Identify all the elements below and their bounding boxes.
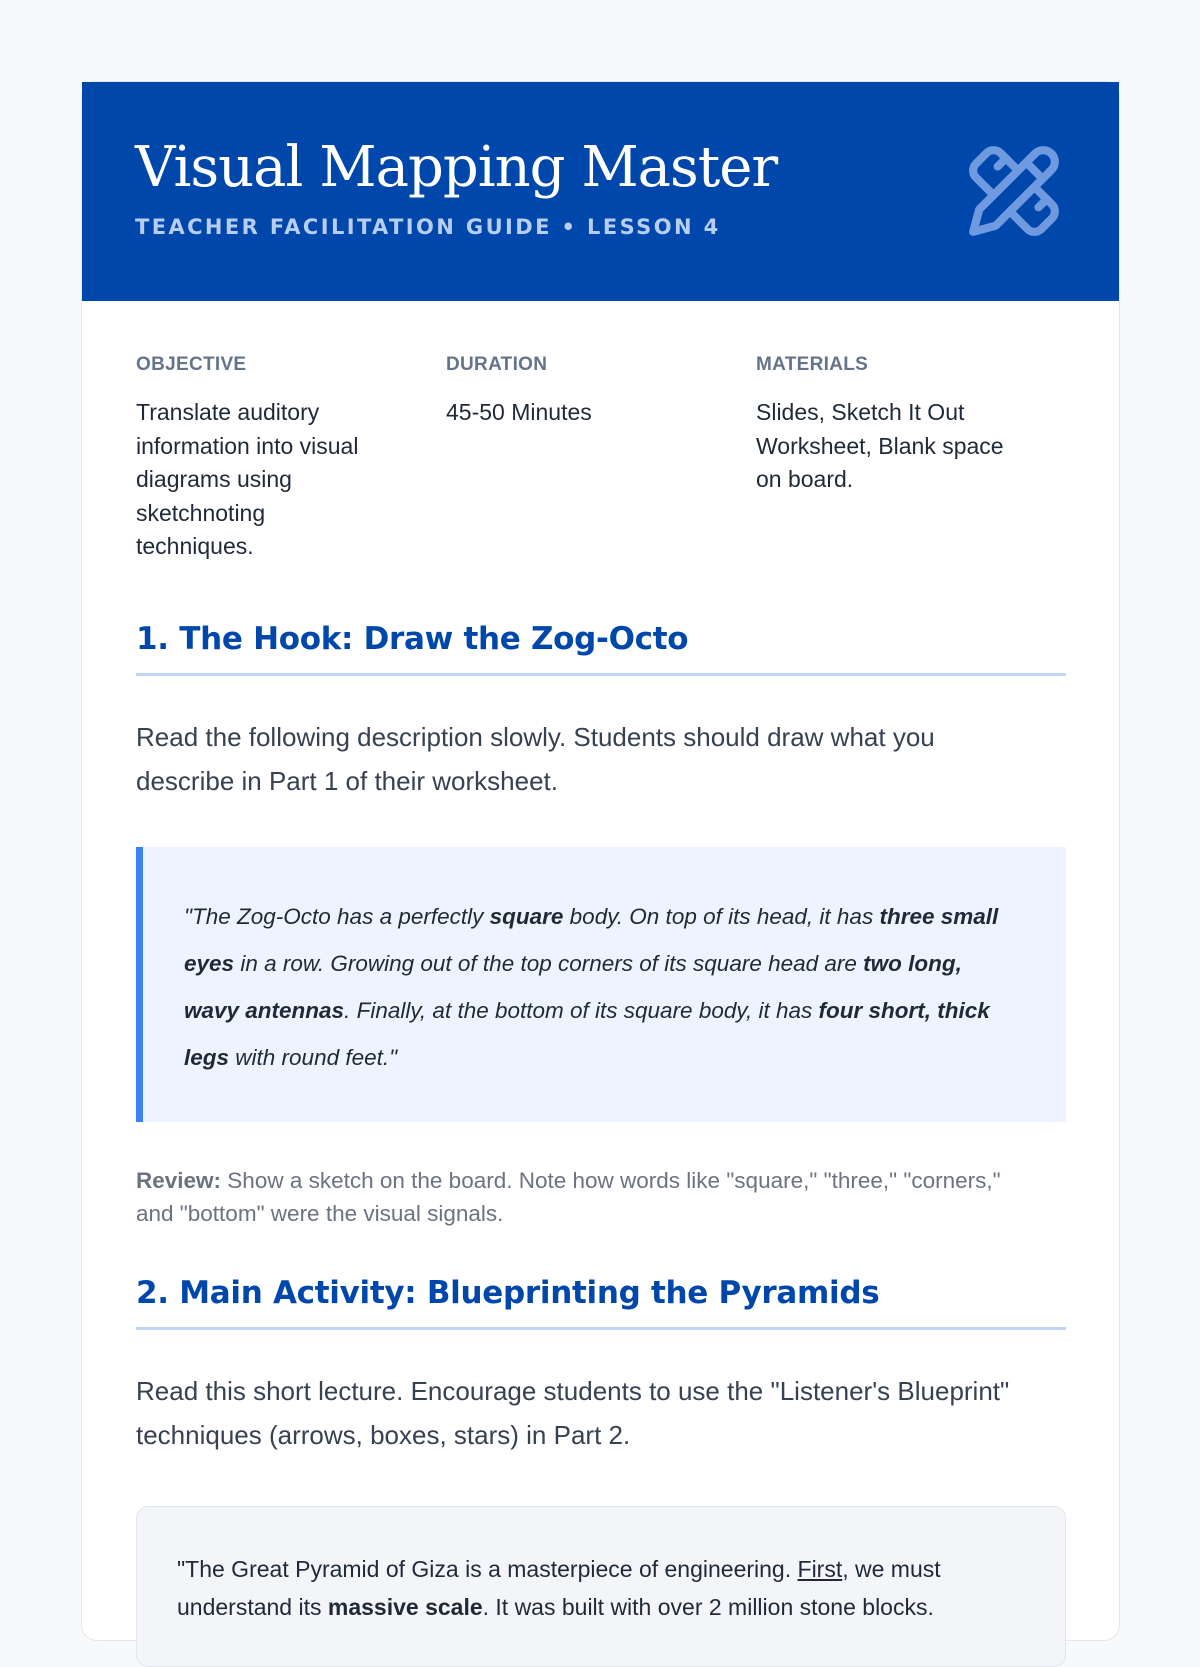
quote-emphasis: two long, wavy antennas xyxy=(184,950,962,1023)
quote-text: . Finally, at the bottom of its square body, it has xyxy=(344,997,819,1023)
meta-objective xyxy=(136,353,446,564)
lesson-meta xyxy=(136,353,1066,564)
quote-emphasis: four short, thick legs xyxy=(184,997,990,1070)
lesson-card xyxy=(81,81,1120,1641)
pencil-ruler-icon xyxy=(965,142,1063,240)
lecture-text: , we must understand its xyxy=(177,1555,941,1620)
lecture-box xyxy=(136,1506,1066,1667)
review-label: Review: xyxy=(136,1167,222,1193)
quote-text: with round feet." xyxy=(229,1044,398,1070)
lesson-body xyxy=(82,301,1119,1667)
section-title-hook: 1. The Hook: Draw the Zog-Octo xyxy=(136,619,1066,676)
read-aloud-quote xyxy=(136,847,1066,1122)
quote-emphasis: square xyxy=(489,903,564,929)
quote-text: body. On top of its head, it has xyxy=(563,903,880,929)
lecture-signal-word: First xyxy=(797,1555,843,1582)
lecture-text: . It was built with over 2 million stone blocks. xyxy=(482,1593,934,1620)
meta-duration xyxy=(446,353,756,564)
meta-label: MATERIALS xyxy=(756,354,869,375)
meta-value: 45-50 Minutes xyxy=(446,399,592,425)
review-text: Show a sketch on the board. Note how words like "square," "three," "corners," and "bottom" were the visual signals. xyxy=(136,1167,1001,1226)
page-subtitle: TEACHER FACILITATION GUIDE • LESSON 4 xyxy=(135,215,721,239)
meta-label: DURATION xyxy=(446,354,548,375)
meta-materials xyxy=(756,353,1066,564)
quote-text: "The Zog-Octo has a perfectly xyxy=(184,903,490,929)
meta-value: Slides, Sketch It Out Worksheet, Blank space on board. xyxy=(756,399,1004,492)
lecture-emphasis: massive scale xyxy=(327,1593,483,1620)
section-intro: Read the following description slowly. Students should draw what you describe in Part 1 of their worksheet. xyxy=(136,721,935,796)
section-title-main-activity: 2. Main Activity: Blueprinting the Pyramids xyxy=(136,1273,1066,1330)
lecture-text: "The Great Pyramid of Giza is a masterpiece of engineering. xyxy=(177,1555,798,1582)
section-intro: Read this short lecture. Encourage students to use the "Listener's Blueprint" techniques (arrows, boxes, stars) in Part 2. xyxy=(136,1375,1010,1450)
meta-value: Translate auditory information into visual diagrams using sketchnoting techniques. xyxy=(136,399,359,559)
lesson-header xyxy=(82,82,1119,301)
meta-label: OBJECTIVE xyxy=(136,354,247,375)
review-note xyxy=(136,1164,1016,1231)
page-title: Visual Mapping Master xyxy=(135,135,778,200)
quote-text: in a row. Growing out of the top corners of its square head are xyxy=(234,950,864,976)
quote-emphasis: three small eyes xyxy=(184,903,999,976)
